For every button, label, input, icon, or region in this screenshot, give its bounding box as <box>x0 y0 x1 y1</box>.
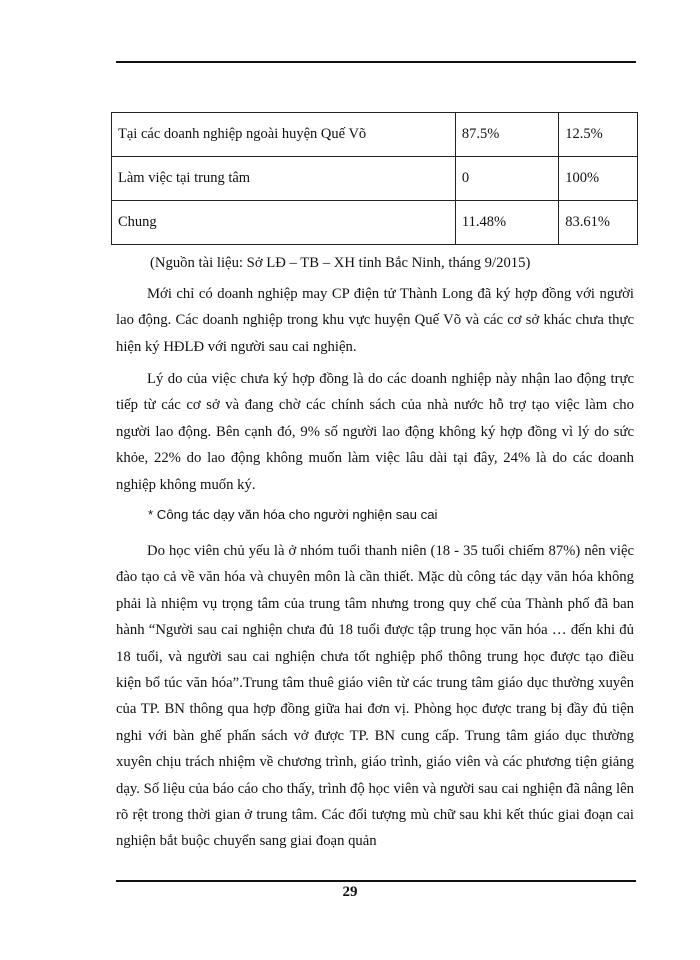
paragraph-text: Mới chỉ có doanh nghiệp may CP điện tử Thành Long đã ký hợp đồng với người lao động. Các doanh nghiệp trong khu vực huyện Quế Võ và các cơ sở khác chưa thực hiện ký HĐLĐ với người sau cai nghiện. <box>116 286 634 355</box>
table-cell: Chung <box>112 201 456 245</box>
table-cell: 11.48% <box>455 201 558 245</box>
paragraph-text: Lý do của việc chưa ký hợp đồng là do các doanh nghiệp này nhận lao động trực tiếp từ các cơ sở và đang chờ các chính sách của nhà nước hỗ trợ tạo việc làm cho người lao động. Bên cạnh đó, 9% số người lao động không ký hợp đồng vì lý do sức khỏe, 22% do lao động không muốn làm việc lâu dài tại đây, 24% là do các doanh nghiệp không muốn ký. <box>116 371 634 493</box>
paragraph-2 <box>116 366 634 498</box>
table-row <box>112 157 638 201</box>
statistics-table <box>111 112 638 245</box>
page-number: 29 <box>342 884 358 900</box>
table-cell: Làm việc tại trung tâm <box>112 157 456 201</box>
table-cell: 83.61% <box>559 201 638 245</box>
paragraph-1 <box>116 281 634 360</box>
table-cell: 87.5% <box>455 113 558 157</box>
table-cell: 12.5% <box>559 113 638 157</box>
table-row <box>112 113 638 157</box>
paragraph-text: Do học viên chủ yếu là ở nhóm tuổi thanh niên (18 - 35 tuổi chiếm 87%) nên việc đào tạo cả về văn hóa và chuyên môn là cần thiết. Mặc dù công tác dạy văn hóa không phải là nhiệm vụ trọng tâm của trung tâm nhưng trong quy chế của Thành phố đã ban hành “Người sau cai nghiện chưa đủ 18 tuổi được tập trung học văn hóa … đến khi đủ 18 tuổi, và người sau cai nghiện chưa tốt nghiệp phổ thông trung học được tạo điều kiện bổ túc văn hóa”.Trung tâm thuê giáo viên từ các trung tâm giáo dục thường xuyên của TP. BN thông qua hợp đồng giữa hai đơn vị. Phòng học được trang bị đầy đủ tiện nghi với bàn ghế phấn sách vở được TP. BN cung cấp. Trung tâm giáo dục thường xuyên chịu trách nhiệm về chương trình, giáo trình, giáo viên và các phương tiện giảng dạy. Số liệu của báo cáo cho thấy, trình độ học viên và người sau cai nghiện đã nâng lên rõ rệt trong thời gian ở trung tâm. Các đối tượng mù chữ sau khi kết thúc giai đoạn cai nghiện bắt buộc chuyển sang giai đoạn quản <box>116 543 634 850</box>
header-rule <box>116 61 636 63</box>
footer-rule <box>116 880 636 882</box>
table-cell: Tại các doanh nghiệp ngoài huyện Quế Võ <box>112 113 456 157</box>
section-heading: * Công tác dạy văn hóa cho người nghiện sau cai <box>148 507 438 522</box>
paragraph-3 <box>116 538 634 855</box>
table-row <box>112 201 638 245</box>
table-cell: 100% <box>559 157 638 201</box>
table-cell: 0 <box>455 157 558 201</box>
source-note: (Nguồn tài liệu: Sở LĐ – TB – XH tỉnh Bắc Ninh, tháng 9/2015) <box>150 255 531 271</box>
